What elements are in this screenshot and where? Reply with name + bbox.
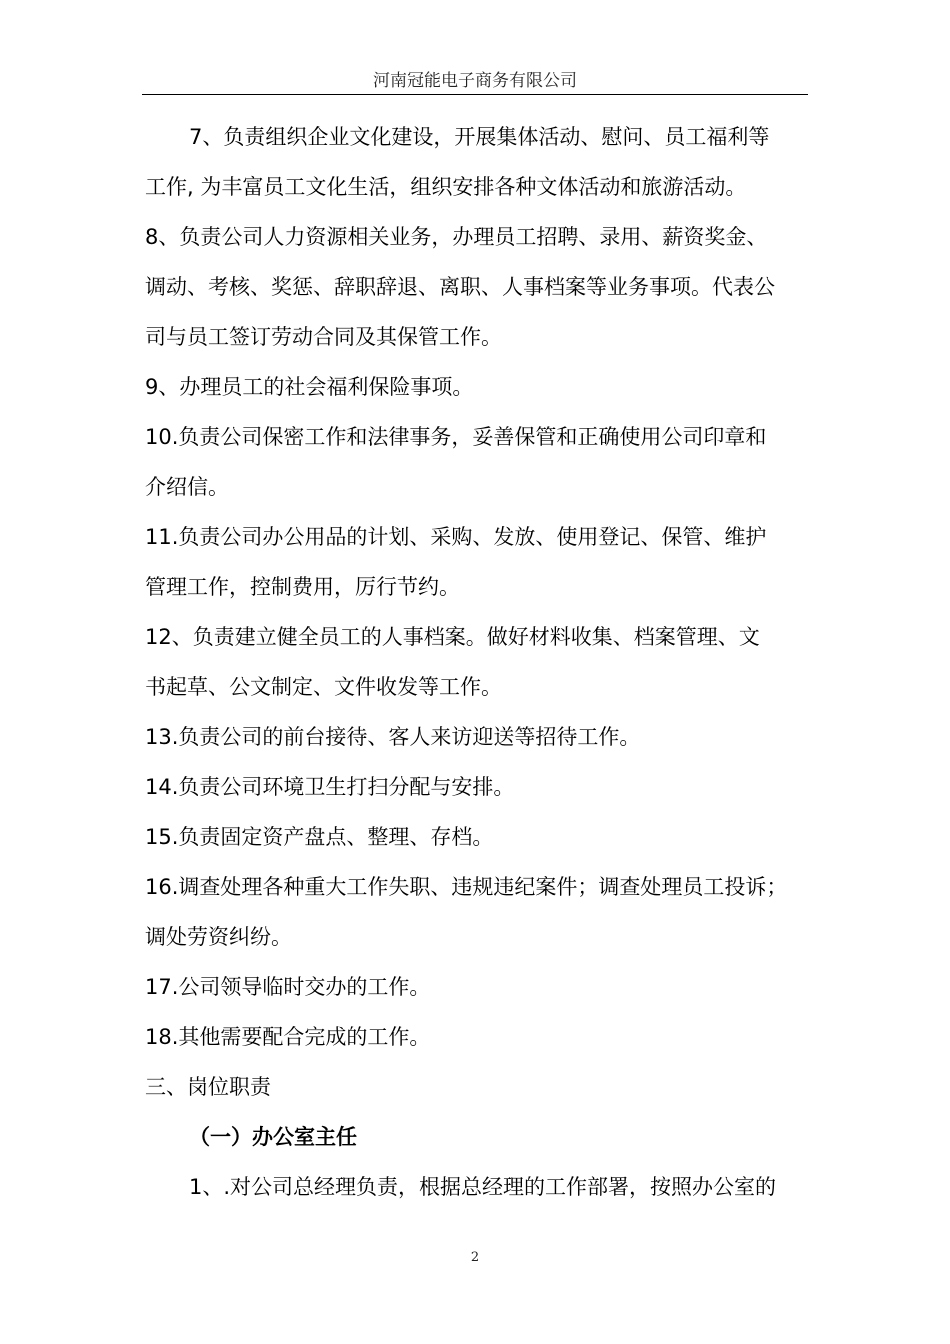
paragraph-line: 7、负责组织企业文化建设，开展集体活动、慰问、员工福利等 bbox=[189, 125, 770, 149]
paragraph-line: 调处劳资纠纷。 bbox=[145, 925, 292, 949]
paragraph-line: 书起草、公文制定、文件收发等工作。 bbox=[145, 675, 502, 699]
paragraph-line: 管理工作，控制费用，厉行节约。 bbox=[145, 575, 460, 599]
document-body bbox=[145, 112, 810, 1212]
paragraph-line: 11.负责公司办公用品的计划、采购、发放、使用登记、保管、维护 bbox=[145, 525, 767, 549]
paragraph-line: 9、办理员工的社会福利保险事项。 bbox=[145, 375, 474, 399]
paragraph-line: 工作, 为丰富员工文化生活，组织安排各种文体活动和旅游活动。 bbox=[145, 175, 747, 199]
section-heading: 三、岗位职责 bbox=[145, 1075, 271, 1099]
paragraph-line: 介绍信。 bbox=[145, 475, 229, 499]
page-number: 2 bbox=[470, 1250, 480, 1265]
paragraph-line: 1、.对公司总经理负责，根据总经理的工作部署，按照办公室的 bbox=[189, 1175, 777, 1199]
paragraph-line: 调动、考核、奖惩、辞职辞退、离职、人事档案等业务事项。代表公 bbox=[145, 275, 775, 299]
subsection-heading: （一）办公室主任 bbox=[189, 1125, 357, 1149]
paragraph-line: 15.负责固定资产盘点、整理、存档。 bbox=[145, 825, 494, 849]
paragraph-line: 14.负责公司环境卫生打扫分配与安排。 bbox=[145, 775, 515, 799]
paragraph-line: 10.负责公司保密工作和法律事务，妥善保管和正确使用公司印章和 bbox=[145, 425, 767, 449]
paragraph-line: 17.公司领导临时交办的工作。 bbox=[145, 975, 431, 999]
document-header: 河南冠能电子商务有限公司 bbox=[373, 71, 577, 91]
paragraph-line: 司与员工签订劳动合同及其保管工作。 bbox=[145, 325, 502, 349]
paragraph-line: 12、负责建立健全员工的人事档案。做好材料收集、档案管理、文 bbox=[145, 625, 760, 649]
paragraph-line: 16.调查处理各种重大工作失职、违规违纪案件；调查处理员工投诉； bbox=[145, 875, 788, 899]
paragraph-line: 8、负责公司人力资源相关业务，办理员工招聘、录用、薪资奖金、 bbox=[145, 225, 768, 249]
paragraph-line: 13.负责公司的前台接待、客人来访迎送等招待工作。 bbox=[145, 725, 641, 749]
paragraph-line: 18.其他需要配合完成的工作。 bbox=[145, 1025, 431, 1049]
header-divider bbox=[142, 94, 808, 95]
